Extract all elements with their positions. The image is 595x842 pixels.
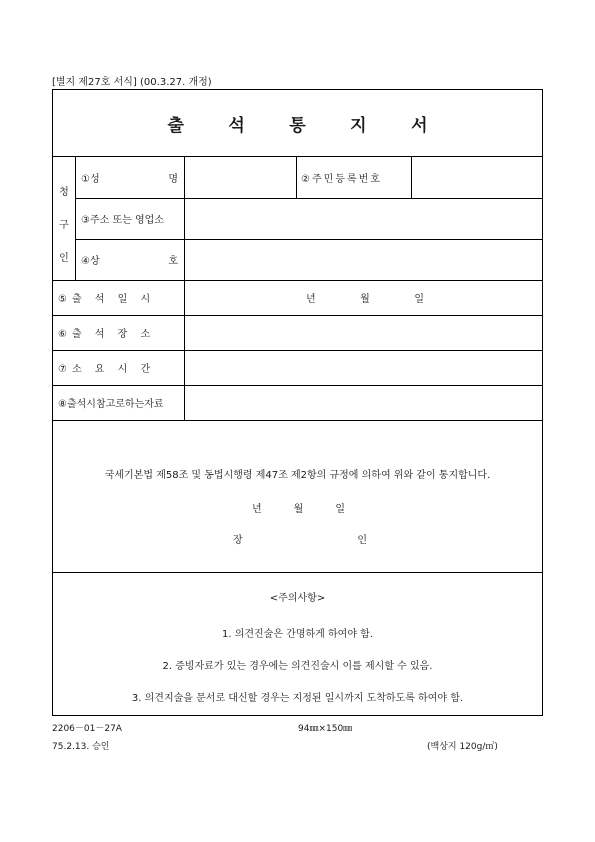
attendance-notice-form bbox=[52, 89, 543, 716]
notice-text: 국세기본법 제58조 및 동법시행령 제47조 제2항의 규정에 의하여 위와 같이 통지합니다. bbox=[104, 470, 491, 481]
reference-materials-field[interactable] bbox=[185, 385, 542, 420]
note-item: 2. 증빙자료가 있는 경우에는 의견진술시 이를 제시할 수 있음. bbox=[162, 661, 433, 672]
official-seal-line: 장 인 bbox=[233, 535, 367, 546]
title-char: 출 bbox=[167, 115, 184, 136]
column-divider bbox=[296, 157, 297, 198]
resident-id-field[interactable] bbox=[412, 157, 542, 198]
attendance-datetime-label: ⑤출 석 일 시 bbox=[58, 294, 156, 305]
notice-section bbox=[53, 421, 542, 573]
form-code: 2206－01－27A bbox=[52, 724, 122, 734]
attendance-place-label: ⑥출 석 장 소 bbox=[58, 329, 156, 340]
title-char: 지 bbox=[350, 115, 367, 136]
form-size: 94㎜×150㎜ bbox=[298, 724, 353, 734]
note-item: 1. 의견진술은 간명하게 하여야 함. bbox=[221, 629, 373, 640]
notes-section bbox=[53, 573, 542, 718]
title-row bbox=[53, 90, 542, 157]
attendance-datetime-field[interactable]: 년 월 일 bbox=[306, 294, 424, 305]
attendance-place-field[interactable] bbox=[185, 315, 542, 350]
trade-name-field[interactable] bbox=[185, 239, 542, 280]
name-label: ①성 명 bbox=[81, 174, 178, 185]
resident-id-label: ②주민등록번호 bbox=[301, 174, 382, 185]
title-char: 석 bbox=[228, 115, 245, 136]
duration-field[interactable] bbox=[185, 350, 542, 385]
address-field[interactable] bbox=[185, 198, 542, 239]
notes-header: <주의사항> bbox=[269, 593, 326, 604]
claimant-label: 청 구 인 bbox=[59, 187, 69, 264]
approval-date: 75.2.13. 승인 bbox=[52, 742, 110, 752]
form-title bbox=[168, 111, 428, 136]
title-char: 서 bbox=[411, 115, 428, 136]
address-label: ③주소 또는 영업소 bbox=[81, 215, 164, 226]
name-field[interactable] bbox=[185, 157, 295, 198]
notice-date[interactable]: 년 월 일 bbox=[252, 504, 345, 515]
column-divider bbox=[75, 157, 76, 280]
paper-spec: (백상지 120g/㎡) bbox=[427, 742, 498, 752]
note-item: 3. 의견지술을 문서로 대신할 경우는 지정된 일시까지 도착하도록 하여야 함. bbox=[131, 693, 464, 704]
reference-materials-label: ⑧출석시참고로하는자료 bbox=[58, 399, 164, 410]
form-fields-grid bbox=[53, 157, 542, 421]
form-reference: [별지 제27호 서식] (00.3.27. 개정) bbox=[52, 77, 212, 88]
duration-label: ⑦소 요 시 간 bbox=[58, 364, 156, 375]
trade-name-label: ④상 호 bbox=[81, 256, 178, 267]
title-char: 통 bbox=[289, 115, 306, 136]
